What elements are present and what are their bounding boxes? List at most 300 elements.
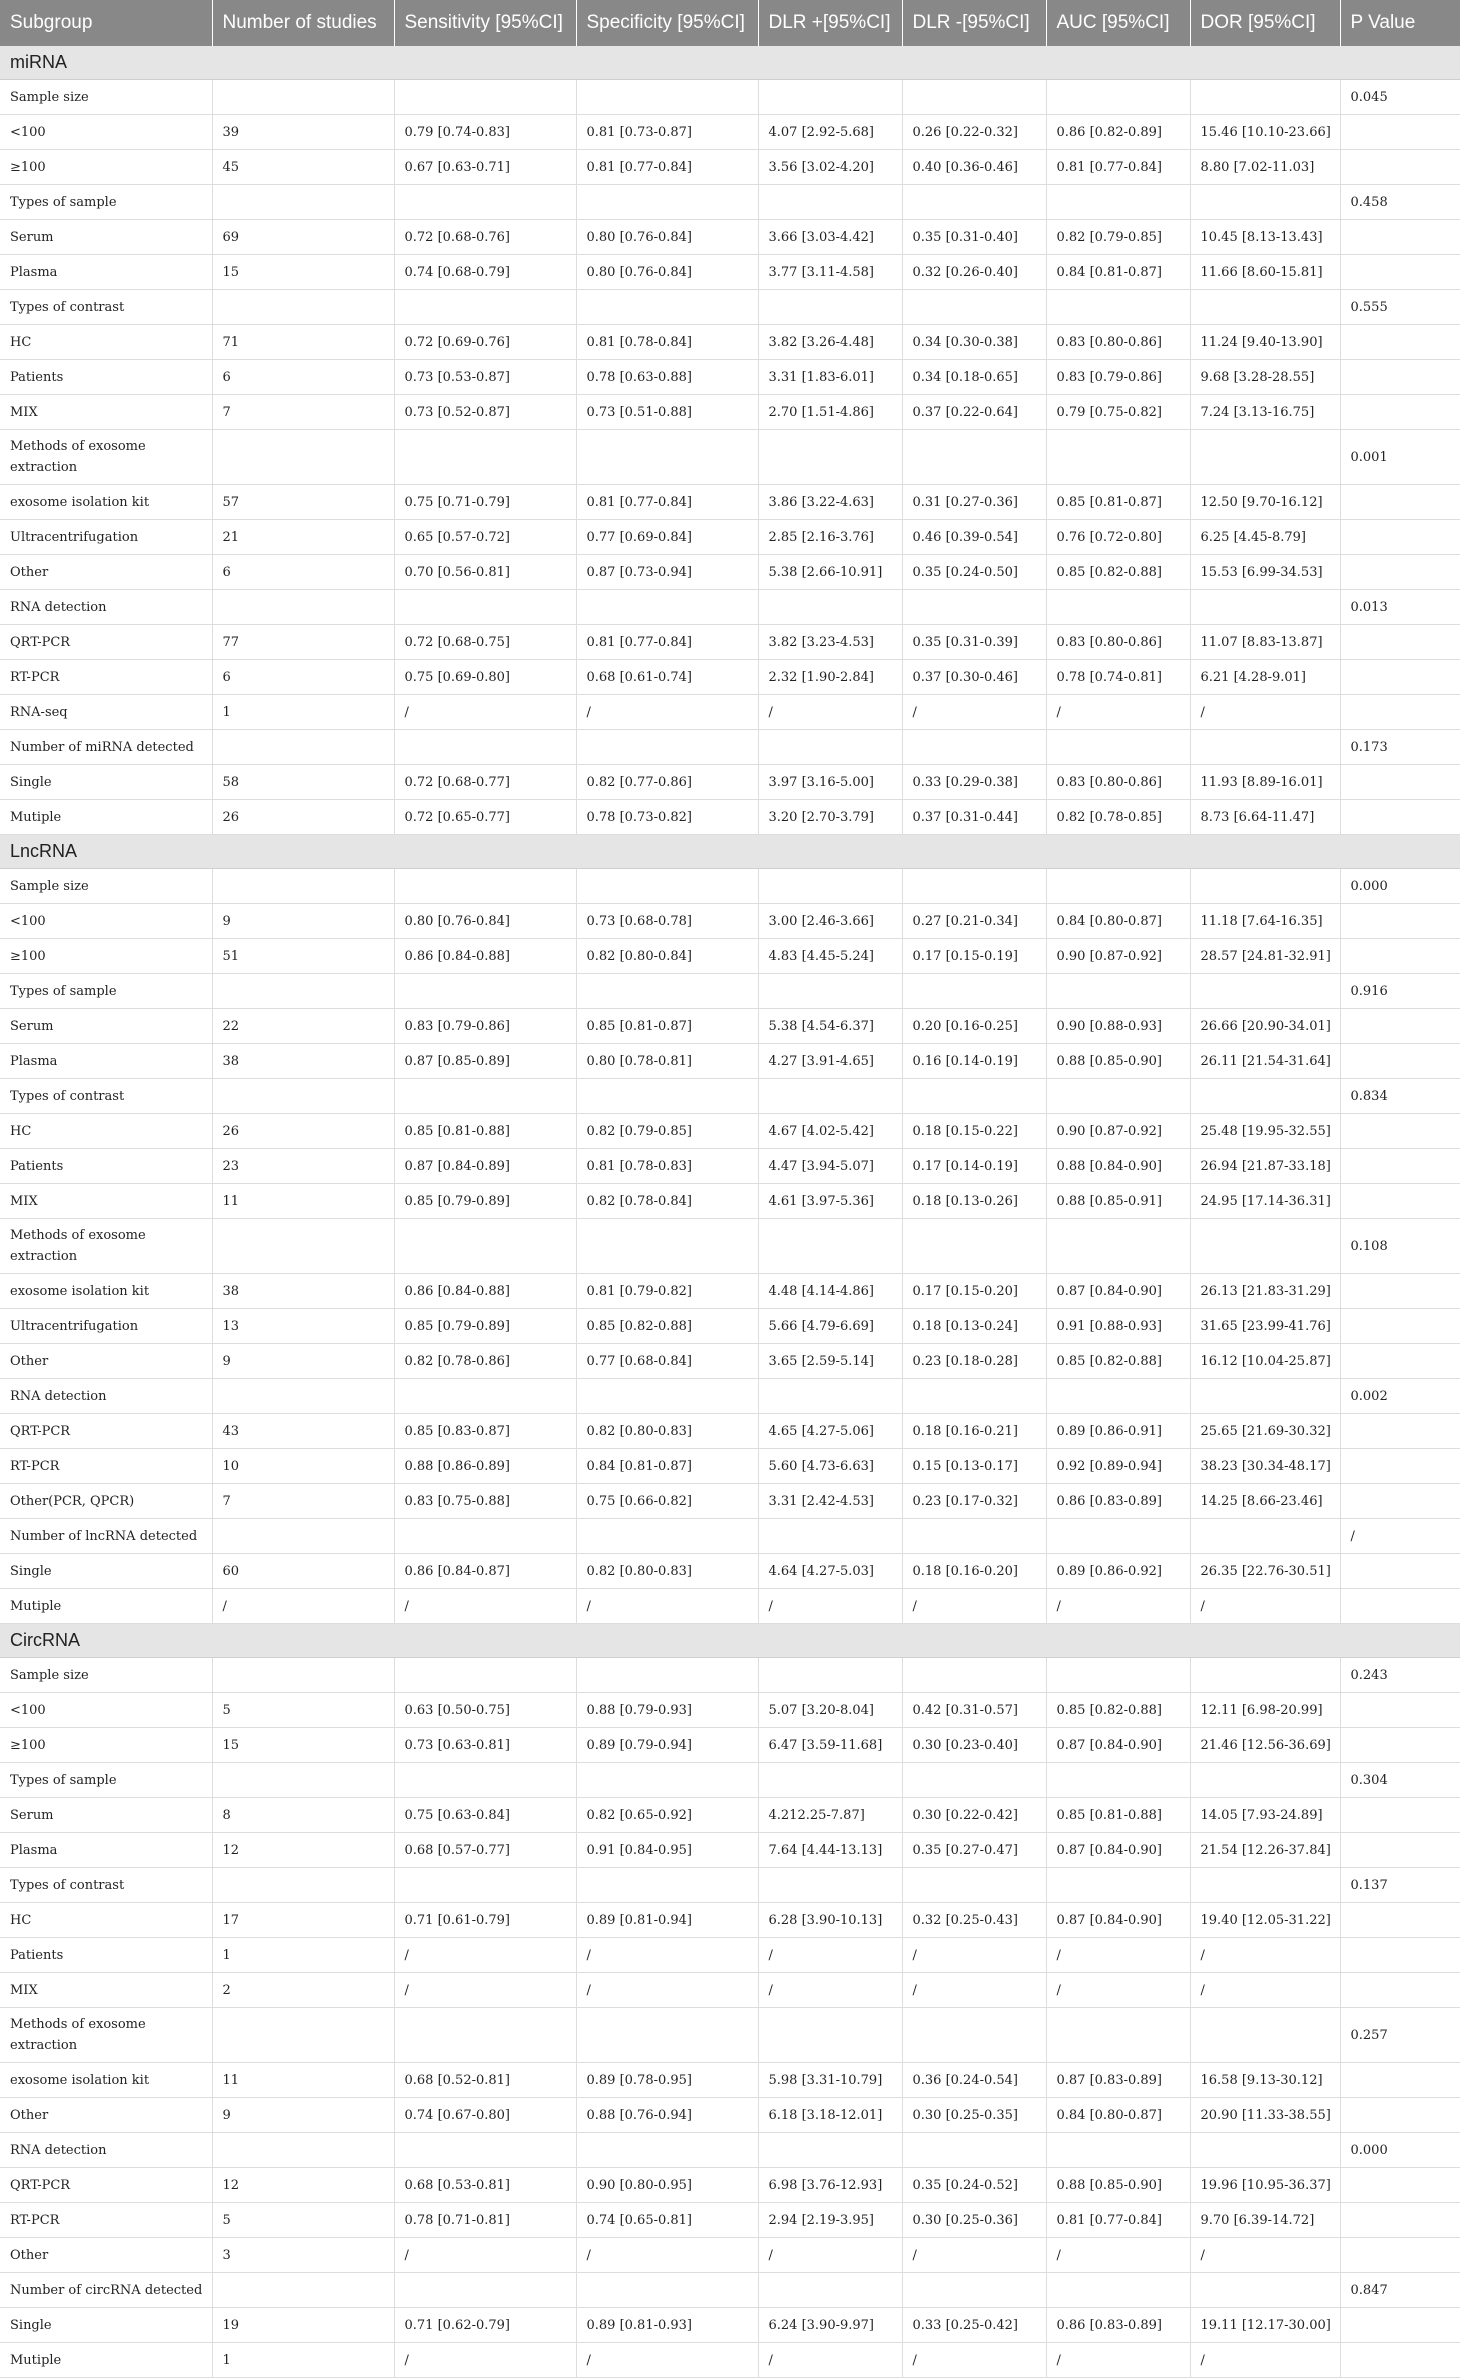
specificity-cell bbox=[576, 80, 758, 115]
sensitivity-cell: 0.79 [0.74-0.83] bbox=[394, 115, 576, 150]
subgroup-cell: HC bbox=[0, 1114, 212, 1149]
auc-cell: 0.88 [0.84-0.90] bbox=[1046, 1149, 1190, 1184]
table-row bbox=[0, 1009, 1460, 1044]
studies-cell bbox=[212, 590, 394, 625]
studies-cell: 1 bbox=[212, 2343, 394, 2378]
dlr-negative-cell bbox=[902, 2273, 1046, 2308]
dlr-negative-cell bbox=[902, 1868, 1046, 1903]
dlr-negative-cell bbox=[902, 80, 1046, 115]
auc-cell bbox=[1046, 1519, 1190, 1554]
dlr-negative-cell: 0.18 [0.13-0.26] bbox=[902, 1184, 1046, 1219]
auc-cell: 0.83 [0.80-0.86] bbox=[1046, 765, 1190, 800]
dlr-positive-cell: 4.48 [4.14-4.86] bbox=[758, 1274, 902, 1309]
subgroup-cell: exosome isolation kit bbox=[0, 2063, 212, 2098]
dlr-negative-cell bbox=[902, 1379, 1046, 1414]
subgroup-cell: RNA-seq bbox=[0, 695, 212, 730]
dlr-positive-cell: 6.28 [3.90-10.13] bbox=[758, 1903, 902, 1938]
table-row bbox=[0, 1484, 1460, 1519]
dlr-positive-cell: 6.24 [3.90-9.97] bbox=[758, 2308, 902, 2343]
dlr-negative-cell: 0.30 [0.22-0.42] bbox=[902, 1798, 1046, 1833]
dlr-positive-cell: 3.56 [3.02-4.20] bbox=[758, 150, 902, 185]
table-row bbox=[0, 1693, 1460, 1728]
subgroup-cell: Mutiple bbox=[0, 800, 212, 835]
sensitivity-cell: 0.73 [0.63-0.81] bbox=[394, 1728, 576, 1763]
table-row bbox=[0, 1554, 1460, 1589]
subgroup-cell: Plasma bbox=[0, 255, 212, 290]
specificity-cell bbox=[576, 1219, 758, 1274]
dlr-negative-cell: 0.34 [0.30-0.38] bbox=[902, 325, 1046, 360]
dlr-negative-cell: 0.23 [0.18-0.28] bbox=[902, 1344, 1046, 1379]
table-row bbox=[0, 1728, 1460, 1763]
subgroup-cell: MIX bbox=[0, 395, 212, 430]
sensitivity-cell bbox=[394, 730, 576, 765]
subgroup-cell: Patients bbox=[0, 1938, 212, 1973]
dor-cell: 9.70 [6.39-14.72] bbox=[1190, 2203, 1340, 2238]
dor-cell bbox=[1190, 1379, 1340, 1414]
p-value-cell bbox=[1340, 395, 1460, 430]
subgroup-cell: Sample size bbox=[0, 1658, 212, 1693]
dor-cell: / bbox=[1190, 1973, 1340, 2008]
dlr-negative-cell: 0.30 [0.25-0.36] bbox=[902, 2203, 1046, 2238]
p-value-cell bbox=[1340, 2168, 1460, 2203]
dor-cell bbox=[1190, 430, 1340, 485]
dlr-positive-cell: 4.65 [4.27-5.06] bbox=[758, 1414, 902, 1449]
auc-cell: 0.85 [0.82-0.88] bbox=[1046, 555, 1190, 590]
sensitivity-cell bbox=[394, 185, 576, 220]
table-row bbox=[0, 360, 1460, 395]
p-value-cell: 0.834 bbox=[1340, 1079, 1460, 1114]
table-row bbox=[0, 1079, 1460, 1114]
dlr-positive-cell: / bbox=[758, 1589, 902, 1624]
dlr-positive-cell: 3.31 [2.42-4.53] bbox=[758, 1484, 902, 1519]
table-row bbox=[0, 2238, 1460, 2273]
specificity-cell: / bbox=[576, 2238, 758, 2273]
studies-cell: 57 bbox=[212, 485, 394, 520]
auc-cell bbox=[1046, 2273, 1190, 2308]
studies-cell bbox=[212, 974, 394, 1009]
p-value-cell bbox=[1340, 1903, 1460, 1938]
p-value-cell bbox=[1340, 800, 1460, 835]
auc-cell bbox=[1046, 80, 1190, 115]
auc-cell: 0.87 [0.84-0.90] bbox=[1046, 1274, 1190, 1309]
dlr-negative-cell: / bbox=[902, 695, 1046, 730]
subgroup-cell: RT-PCR bbox=[0, 660, 212, 695]
p-value-cell: 0.137 bbox=[1340, 1868, 1460, 1903]
dor-cell: 25.65 [21.69-30.32] bbox=[1190, 1414, 1340, 1449]
sensitivity-cell: / bbox=[394, 695, 576, 730]
table-row bbox=[0, 1149, 1460, 1184]
dlr-positive-cell: / bbox=[758, 2238, 902, 2273]
auc-cell bbox=[1046, 1219, 1190, 1274]
dlr-negative-cell: 0.17 [0.14-0.19] bbox=[902, 1149, 1046, 1184]
subgroup-cell: Types of contrast bbox=[0, 290, 212, 325]
studies-cell: 71 bbox=[212, 325, 394, 360]
auc-cell: / bbox=[1046, 1589, 1190, 1624]
section-row bbox=[0, 46, 1460, 80]
p-value-cell: 0.000 bbox=[1340, 869, 1460, 904]
specificity-cell: 0.89 [0.78-0.95] bbox=[576, 2063, 758, 2098]
dlr-negative-cell bbox=[902, 590, 1046, 625]
dor-cell: 11.66 [8.60-15.81] bbox=[1190, 255, 1340, 290]
table-row bbox=[0, 1344, 1460, 1379]
dlr-positive-cell bbox=[758, 185, 902, 220]
dlr-negative-cell bbox=[902, 1219, 1046, 1274]
dor-cell bbox=[1190, 1658, 1340, 1693]
dlr-negative-cell: 0.33 [0.25-0.42] bbox=[902, 2308, 1046, 2343]
studies-cell: 45 bbox=[212, 150, 394, 185]
studies-cell: 58 bbox=[212, 765, 394, 800]
dlr-positive-cell: 5.38 [2.66-10.91] bbox=[758, 555, 902, 590]
subgroup-cell: HC bbox=[0, 1903, 212, 1938]
subgroup-cell: Patients bbox=[0, 1149, 212, 1184]
dlr-positive-cell bbox=[758, 1658, 902, 1693]
dor-cell: 21.46 [12.56-36.69] bbox=[1190, 1728, 1340, 1763]
dor-cell: 11.07 [8.83-13.87] bbox=[1190, 625, 1340, 660]
p-value-cell: 0.304 bbox=[1340, 1763, 1460, 1798]
specificity-cell: / bbox=[576, 1938, 758, 1973]
specificity-cell bbox=[576, 430, 758, 485]
dlr-positive-cell: 6.47 [3.59-11.68] bbox=[758, 1728, 902, 1763]
dlr-positive-cell: 3.86 [3.22-4.63] bbox=[758, 485, 902, 520]
auc-cell: 0.88 [0.85-0.90] bbox=[1046, 2168, 1190, 2203]
dlr-negative-cell: 0.20 [0.16-0.25] bbox=[902, 1009, 1046, 1044]
studies-cell: 5 bbox=[212, 1693, 394, 1728]
subgroup-cell: RNA detection bbox=[0, 1379, 212, 1414]
dlr-negative-cell: / bbox=[902, 2343, 1046, 2378]
auc-cell: 0.90 [0.88-0.93] bbox=[1046, 1009, 1190, 1044]
auc-cell: 0.83 [0.79-0.86] bbox=[1046, 360, 1190, 395]
p-value-cell bbox=[1340, 255, 1460, 290]
dor-cell bbox=[1190, 80, 1340, 115]
p-value-cell: 0.257 bbox=[1340, 2008, 1460, 2063]
auc-cell: 0.82 [0.78-0.85] bbox=[1046, 800, 1190, 835]
studies-cell: 10 bbox=[212, 1449, 394, 1484]
table-row bbox=[0, 730, 1460, 765]
sensitivity-cell bbox=[394, 80, 576, 115]
specificity-cell: / bbox=[576, 1589, 758, 1624]
dlr-positive-cell: 3.82 [3.23-4.53] bbox=[758, 625, 902, 660]
studies-cell bbox=[212, 80, 394, 115]
p-value-cell bbox=[1340, 360, 1460, 395]
specificity-cell: 0.82 [0.65-0.92] bbox=[576, 1798, 758, 1833]
subgroup-cell: Number of circRNA detected bbox=[0, 2273, 212, 2308]
sensitivity-cell: 0.72 [0.69-0.76] bbox=[394, 325, 576, 360]
auc-cell bbox=[1046, 590, 1190, 625]
studies-cell: 22 bbox=[212, 1009, 394, 1044]
table-row bbox=[0, 2098, 1460, 2133]
p-value-cell: / bbox=[1340, 1519, 1460, 1554]
subgroup-cell: Methods of exosome extraction bbox=[0, 1219, 212, 1274]
dor-cell: 19.11 [12.17-30.00] bbox=[1190, 2308, 1340, 2343]
subgroup-cell: exosome isolation kit bbox=[0, 1274, 212, 1309]
dlr-positive-cell: 5.07 [3.20-8.04] bbox=[758, 1693, 902, 1728]
studies-cell: 2 bbox=[212, 1973, 394, 2008]
specificity-cell bbox=[576, 869, 758, 904]
dor-cell: / bbox=[1190, 695, 1340, 730]
auc-cell: 0.90 [0.87-0.92] bbox=[1046, 1114, 1190, 1149]
sensitivity-cell bbox=[394, 1079, 576, 1114]
dlr-negative-cell: 0.30 [0.25-0.35] bbox=[902, 2098, 1046, 2133]
dor-cell bbox=[1190, 1079, 1340, 1114]
auc-cell: 0.90 [0.87-0.92] bbox=[1046, 939, 1190, 974]
dlr-negative-cell: 0.32 [0.25-0.43] bbox=[902, 1903, 1046, 1938]
subgroup-cell: Types of sample bbox=[0, 185, 212, 220]
dlr-positive-cell bbox=[758, 1379, 902, 1414]
dlr-positive-cell bbox=[758, 430, 902, 485]
header-dlr-negative: DLR -[95%CI] bbox=[902, 0, 1046, 46]
table-row bbox=[0, 150, 1460, 185]
auc-cell bbox=[1046, 2008, 1190, 2063]
dor-cell bbox=[1190, 1519, 1340, 1554]
section-row bbox=[0, 1624, 1460, 1658]
p-value-cell bbox=[1340, 2308, 1460, 2343]
section-title: LncRNA bbox=[0, 835, 1460, 869]
auc-cell: 0.87 [0.84-0.90] bbox=[1046, 1903, 1190, 1938]
sensitivity-cell: 0.75 [0.71-0.79] bbox=[394, 485, 576, 520]
sensitivity-cell bbox=[394, 1658, 576, 1693]
studies-cell: 6 bbox=[212, 660, 394, 695]
specificity-cell: 0.84 [0.81-0.87] bbox=[576, 1449, 758, 1484]
table-row bbox=[0, 1658, 1460, 1693]
specificity-cell: 0.78 [0.73-0.82] bbox=[576, 800, 758, 835]
studies-cell: 69 bbox=[212, 220, 394, 255]
subgroup-cell: Types of sample bbox=[0, 1763, 212, 1798]
subgroup-cell: ≥100 bbox=[0, 939, 212, 974]
dlr-negative-cell bbox=[902, 869, 1046, 904]
dlr-negative-cell: 0.35 [0.27-0.47] bbox=[902, 1833, 1046, 1868]
sensitivity-cell: 0.85 [0.81-0.88] bbox=[394, 1114, 576, 1149]
specificity-cell: / bbox=[576, 2343, 758, 2378]
studies-cell: 11 bbox=[212, 2063, 394, 2098]
dlr-positive-cell: 7.64 [4.44-13.13] bbox=[758, 1833, 902, 1868]
table-row bbox=[0, 325, 1460, 360]
p-value-cell: 0.243 bbox=[1340, 1658, 1460, 1693]
table-row bbox=[0, 625, 1460, 660]
auc-cell: / bbox=[1046, 1938, 1190, 1973]
dlr-positive-cell: 3.20 [2.70-3.79] bbox=[758, 800, 902, 835]
subgroup-cell: Other bbox=[0, 2238, 212, 2273]
table-body bbox=[0, 46, 1460, 2378]
specificity-cell: 0.74 [0.65-0.81] bbox=[576, 2203, 758, 2238]
specificity-cell: 0.90 [0.80-0.95] bbox=[576, 2168, 758, 2203]
auc-cell bbox=[1046, 2133, 1190, 2168]
table-row bbox=[0, 869, 1460, 904]
header-dlr-positive: DLR +[95%CI] bbox=[758, 0, 902, 46]
studies-cell bbox=[212, 1079, 394, 1114]
specificity-cell: 0.77 [0.68-0.84] bbox=[576, 1344, 758, 1379]
sensitivity-cell: 0.63 [0.50-0.75] bbox=[394, 1693, 576, 1728]
specificity-cell: 0.82 [0.78-0.84] bbox=[576, 1184, 758, 1219]
dlr-negative-cell: 0.42 [0.31-0.57] bbox=[902, 1693, 1046, 1728]
p-value-cell: 0.847 bbox=[1340, 2273, 1460, 2308]
p-value-cell bbox=[1340, 2063, 1460, 2098]
dor-cell bbox=[1190, 730, 1340, 765]
auc-cell: 0.76 [0.72-0.80] bbox=[1046, 520, 1190, 555]
sensitivity-cell: 0.72 [0.68-0.75] bbox=[394, 625, 576, 660]
table-row bbox=[0, 1114, 1460, 1149]
p-value-cell bbox=[1340, 1693, 1460, 1728]
studies-cell: 43 bbox=[212, 1414, 394, 1449]
studies-cell: / bbox=[212, 1589, 394, 1624]
p-value-cell bbox=[1340, 2098, 1460, 2133]
subgroup-cell: Number of miRNA detected bbox=[0, 730, 212, 765]
sensitivity-cell: 0.85 [0.83-0.87] bbox=[394, 1414, 576, 1449]
studies-cell: 12 bbox=[212, 1833, 394, 1868]
studies-cell bbox=[212, 1868, 394, 1903]
table-row bbox=[0, 1309, 1460, 1344]
table-row bbox=[0, 220, 1460, 255]
dlr-negative-cell: 0.36 [0.24-0.54] bbox=[902, 2063, 1046, 2098]
sensitivity-cell: 0.86 [0.84-0.88] bbox=[394, 1274, 576, 1309]
table-row bbox=[0, 590, 1460, 625]
auc-cell bbox=[1046, 1763, 1190, 1798]
dlr-positive-cell bbox=[758, 2133, 902, 2168]
dlr-negative-cell: 0.30 [0.23-0.40] bbox=[902, 1728, 1046, 1763]
dlr-positive-cell: 4.61 [3.97-5.36] bbox=[758, 1184, 902, 1219]
dlr-negative-cell: 0.35 [0.31-0.40] bbox=[902, 220, 1046, 255]
table-row bbox=[0, 2308, 1460, 2343]
specificity-cell: 0.82 [0.79-0.85] bbox=[576, 1114, 758, 1149]
sensitivity-cell: 0.83 [0.75-0.88] bbox=[394, 1484, 576, 1519]
dlr-negative-cell: 0.18 [0.15-0.22] bbox=[902, 1114, 1046, 1149]
dor-cell: 38.23 [30.34-48.17] bbox=[1190, 1449, 1340, 1484]
dor-cell bbox=[1190, 1219, 1340, 1274]
subgroup-cell: <100 bbox=[0, 904, 212, 939]
specificity-cell: 0.85 [0.81-0.87] bbox=[576, 1009, 758, 1044]
p-value-cell bbox=[1340, 1833, 1460, 1868]
dlr-negative-cell: / bbox=[902, 2238, 1046, 2273]
sensitivity-cell: 0.67 [0.63-0.71] bbox=[394, 150, 576, 185]
p-value-cell bbox=[1340, 660, 1460, 695]
sensitivity-cell bbox=[394, 1379, 576, 1414]
p-value-cell bbox=[1340, 1589, 1460, 1624]
dor-cell: 8.80 [7.02-11.03] bbox=[1190, 150, 1340, 185]
dlr-positive-cell bbox=[758, 80, 902, 115]
sensitivity-cell bbox=[394, 430, 576, 485]
subgroup-cell: Other bbox=[0, 2098, 212, 2133]
studies-cell: 38 bbox=[212, 1044, 394, 1079]
dor-cell: 7.24 [3.13-16.75] bbox=[1190, 395, 1340, 430]
specificity-cell: 0.85 [0.82-0.88] bbox=[576, 1309, 758, 1344]
specificity-cell: 0.82 [0.80-0.83] bbox=[576, 1414, 758, 1449]
dor-cell: 25.48 [19.95-32.55] bbox=[1190, 1114, 1340, 1149]
dlr-negative-cell: 0.17 [0.15-0.20] bbox=[902, 1274, 1046, 1309]
studies-cell: 13 bbox=[212, 1309, 394, 1344]
dor-cell: 28.57 [24.81-32.91] bbox=[1190, 939, 1340, 974]
p-value-cell bbox=[1340, 1449, 1460, 1484]
studies-cell: 38 bbox=[212, 1274, 394, 1309]
subgroup-cell: Ultracentrifugation bbox=[0, 1309, 212, 1344]
dlr-positive-cell: 4.67 [4.02-5.42] bbox=[758, 1114, 902, 1149]
studies-cell: 3 bbox=[212, 2238, 394, 2273]
specificity-cell: 0.81 [0.79-0.82] bbox=[576, 1274, 758, 1309]
dlr-negative-cell bbox=[902, 1763, 1046, 1798]
table-row bbox=[0, 1184, 1460, 1219]
sensitivity-cell bbox=[394, 1519, 576, 1554]
p-value-cell bbox=[1340, 1274, 1460, 1309]
specificity-cell: 0.81 [0.77-0.84] bbox=[576, 625, 758, 660]
dlr-positive-cell bbox=[758, 1079, 902, 1114]
table-row bbox=[0, 1868, 1460, 1903]
dor-cell: 15.46 [10.10-23.66] bbox=[1190, 115, 1340, 150]
dor-cell: 11.24 [9.40-13.90] bbox=[1190, 325, 1340, 360]
auc-cell: 0.83 [0.80-0.86] bbox=[1046, 625, 1190, 660]
dor-cell bbox=[1190, 185, 1340, 220]
specificity-cell bbox=[576, 590, 758, 625]
specificity-cell: 0.81 [0.77-0.84] bbox=[576, 150, 758, 185]
sensitivity-cell: 0.88 [0.86-0.89] bbox=[394, 1449, 576, 1484]
dlr-positive-cell: 3.82 [3.26-4.48] bbox=[758, 325, 902, 360]
table-row bbox=[0, 2063, 1460, 2098]
dor-cell: 24.95 [17.14-36.31] bbox=[1190, 1184, 1340, 1219]
dor-cell: 14.25 [8.66-23.46] bbox=[1190, 1484, 1340, 1519]
studies-cell: 6 bbox=[212, 360, 394, 395]
dor-cell bbox=[1190, 290, 1340, 325]
studies-cell: 9 bbox=[212, 2098, 394, 2133]
sensitivity-cell: 0.78 [0.71-0.81] bbox=[394, 2203, 576, 2238]
auc-cell: / bbox=[1046, 1973, 1190, 2008]
dlr-negative-cell bbox=[902, 1079, 1046, 1114]
p-value-cell: 0.000 bbox=[1340, 2133, 1460, 2168]
dor-cell: 6.25 [4.45-8.79] bbox=[1190, 520, 1340, 555]
subgroup-cell: Other(PCR, QPCR) bbox=[0, 1484, 212, 1519]
dor-cell bbox=[1190, 2133, 1340, 2168]
dlr-positive-cell: 2.32 [1.90-2.84] bbox=[758, 660, 902, 695]
auc-cell bbox=[1046, 1079, 1190, 1114]
auc-cell: 0.86 [0.82-0.89] bbox=[1046, 115, 1190, 150]
studies-cell: 5 bbox=[212, 2203, 394, 2238]
sensitivity-cell: / bbox=[394, 2343, 576, 2378]
table-row bbox=[0, 939, 1460, 974]
dor-cell: 8.73 [6.64-11.47] bbox=[1190, 800, 1340, 835]
dlr-negative-cell bbox=[902, 290, 1046, 325]
dor-cell bbox=[1190, 2008, 1340, 2063]
studies-cell: 7 bbox=[212, 1484, 394, 1519]
specificity-cell bbox=[576, 2008, 758, 2063]
specificity-cell: 0.91 [0.84-0.95] bbox=[576, 1833, 758, 1868]
sensitivity-cell: / bbox=[394, 2238, 576, 2273]
dlr-negative-cell bbox=[902, 1658, 1046, 1693]
sensitivity-cell: 0.65 [0.57-0.72] bbox=[394, 520, 576, 555]
specificity-cell: / bbox=[576, 695, 758, 730]
auc-cell: 0.86 [0.83-0.89] bbox=[1046, 1484, 1190, 1519]
p-value-cell bbox=[1340, 1938, 1460, 1973]
table-row bbox=[0, 555, 1460, 590]
p-value-cell bbox=[1340, 1344, 1460, 1379]
studies-cell: 26 bbox=[212, 1114, 394, 1149]
dlr-negative-cell: 0.18 [0.16-0.20] bbox=[902, 1554, 1046, 1589]
sensitivity-cell bbox=[394, 869, 576, 904]
subgroup-cell: Types of contrast bbox=[0, 1868, 212, 1903]
table-row bbox=[0, 1219, 1460, 1274]
auc-cell: 0.83 [0.80-0.86] bbox=[1046, 325, 1190, 360]
dor-cell: 10.45 [8.13-13.43] bbox=[1190, 220, 1340, 255]
specificity-cell bbox=[576, 974, 758, 1009]
dlr-positive-cell bbox=[758, 1868, 902, 1903]
studies-cell: 15 bbox=[212, 255, 394, 290]
auc-cell bbox=[1046, 430, 1190, 485]
auc-cell: 0.85 [0.82-0.88] bbox=[1046, 1693, 1190, 1728]
sensitivity-cell: 0.71 [0.62-0.79] bbox=[394, 2308, 576, 2343]
sensitivity-cell: 0.75 [0.63-0.84] bbox=[394, 1798, 576, 1833]
dlr-negative-cell: 0.26 [0.22-0.32] bbox=[902, 115, 1046, 150]
dlr-positive-cell: 6.18 [3.18-12.01] bbox=[758, 2098, 902, 2133]
sensitivity-cell: 0.85 [0.79-0.89] bbox=[394, 1184, 576, 1219]
dor-cell: 26.66 [20.90-34.01] bbox=[1190, 1009, 1340, 1044]
subgroup-cell: QRT-PCR bbox=[0, 2168, 212, 2203]
studies-cell: 51 bbox=[212, 939, 394, 974]
p-value-cell: 0.555 bbox=[1340, 290, 1460, 325]
